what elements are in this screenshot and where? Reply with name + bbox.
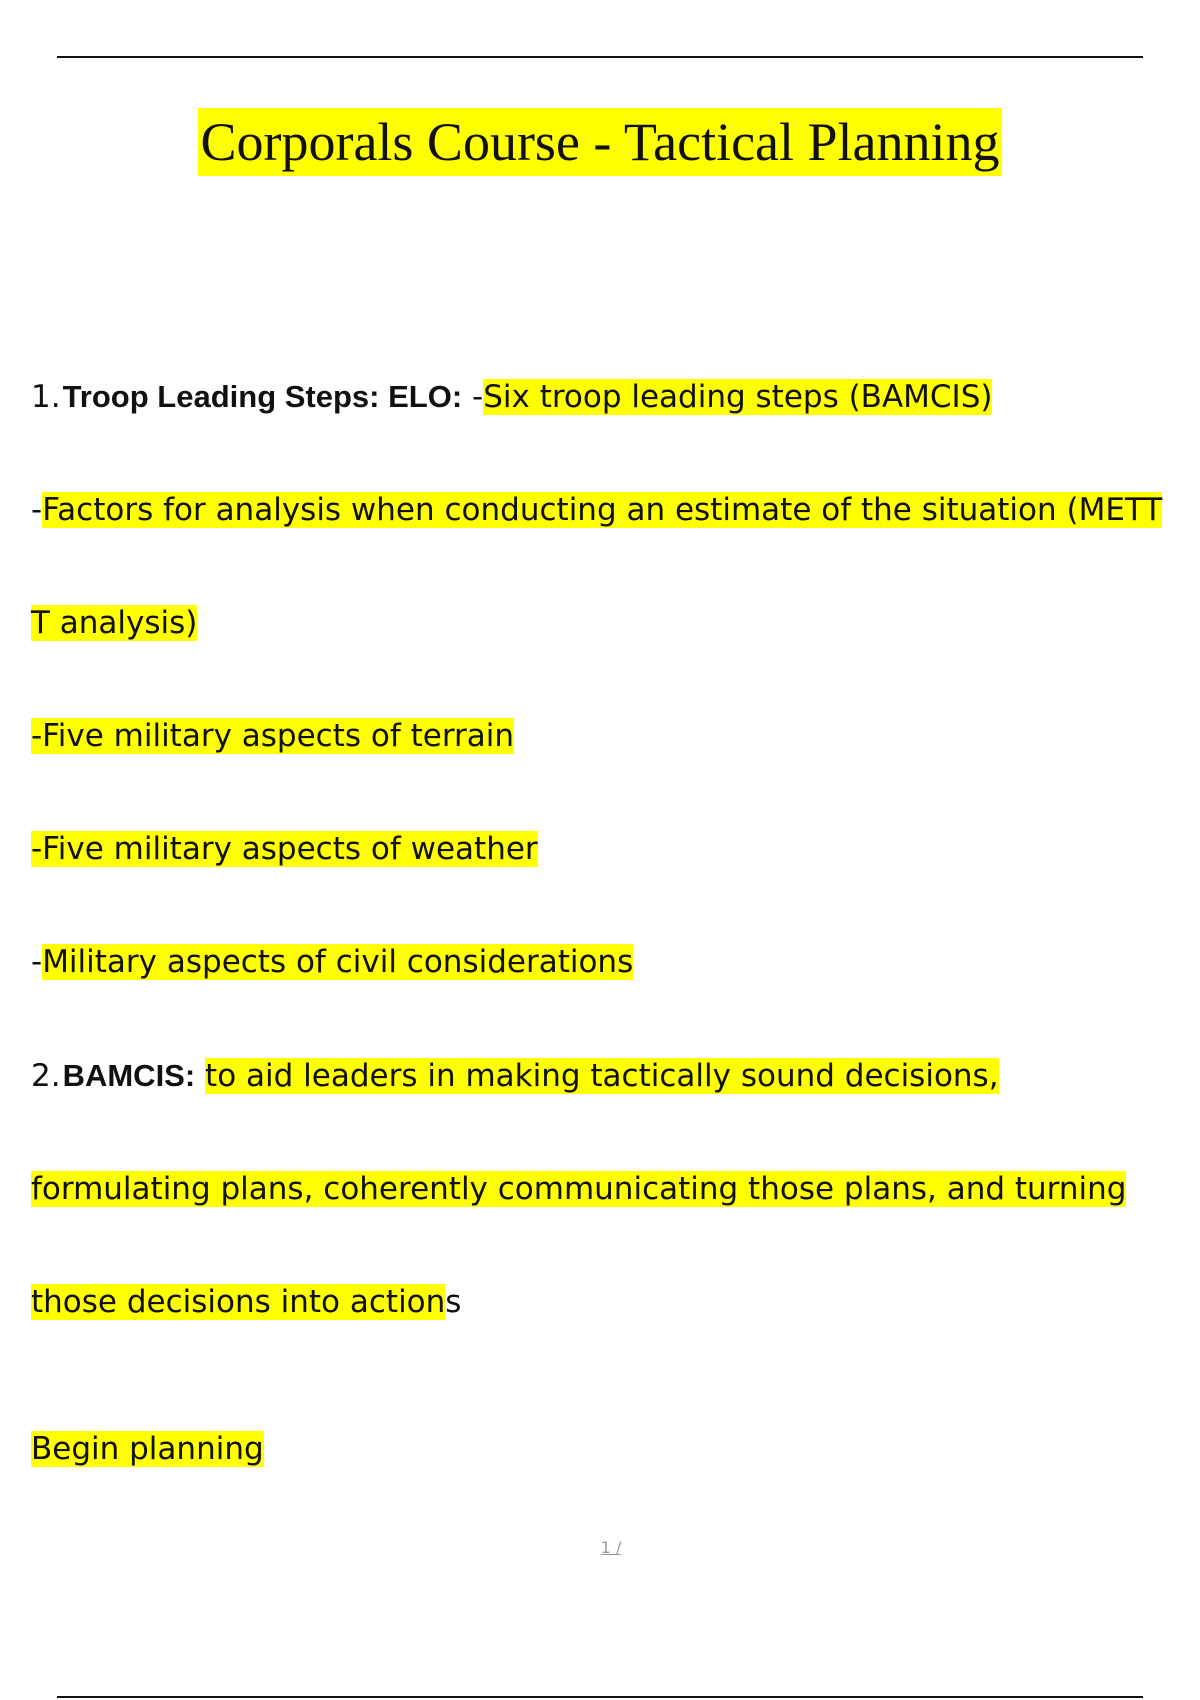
- civil-dash: -: [31, 944, 43, 980]
- item-2-term: BAMCIS:: [62, 1058, 196, 1093]
- begin-planning-line: [31, 1429, 264, 1469]
- item-1-text: Six troop leading steps (BAMCIS): [483, 379, 993, 415]
- weather-text: -Five military aspects of weather: [31, 831, 538, 867]
- factors-cont-line: [31, 603, 197, 643]
- item-1-term: Troop Leading Steps: ELO:: [62, 379, 463, 414]
- item-2-number: 2.: [31, 1058, 61, 1094]
- item-2-line: [31, 1056, 999, 1096]
- terrain-line: [31, 716, 514, 756]
- begin-planning-text: Begin planning: [31, 1431, 264, 1467]
- factors-dash: -: [31, 492, 43, 528]
- top-rule: [57, 56, 1143, 58]
- item-1-line: [31, 377, 992, 417]
- factors-line: [31, 490, 1162, 530]
- item-2-text: to aid leaders in making tactically sound decisions,: [205, 1058, 999, 1094]
- factors-text: Factors for analysis when conducting an estimate of the situation (METT: [42, 492, 1163, 528]
- civil-text: Military aspects of civil considerations: [42, 944, 634, 980]
- bottom-rule: [57, 1696, 1143, 1698]
- item-2-cont1-text: formulating plans, coherently communicating those plans, and turning: [31, 1171, 1127, 1207]
- page-title: Corporals Course - Tactical Planning: [198, 108, 1001, 176]
- weather-line: [31, 829, 538, 869]
- factors-cont-text: T analysis): [31, 605, 198, 641]
- title-block: [0, 108, 1200, 176]
- civil-line: [31, 942, 633, 982]
- page-number: 1 /: [600, 1538, 622, 1557]
- item-2-cont1-line: [31, 1169, 1126, 1209]
- item-2-cont2-tail: s: [445, 1284, 462, 1320]
- item-1-number: 1.: [31, 379, 61, 415]
- terrain-text: -Five military aspects of terrain: [31, 718, 515, 754]
- item-2-cont2-line: [31, 1282, 461, 1322]
- item-2-cont2-text: those decisions into action: [31, 1284, 446, 1320]
- item-1-dash: -: [462, 379, 484, 415]
